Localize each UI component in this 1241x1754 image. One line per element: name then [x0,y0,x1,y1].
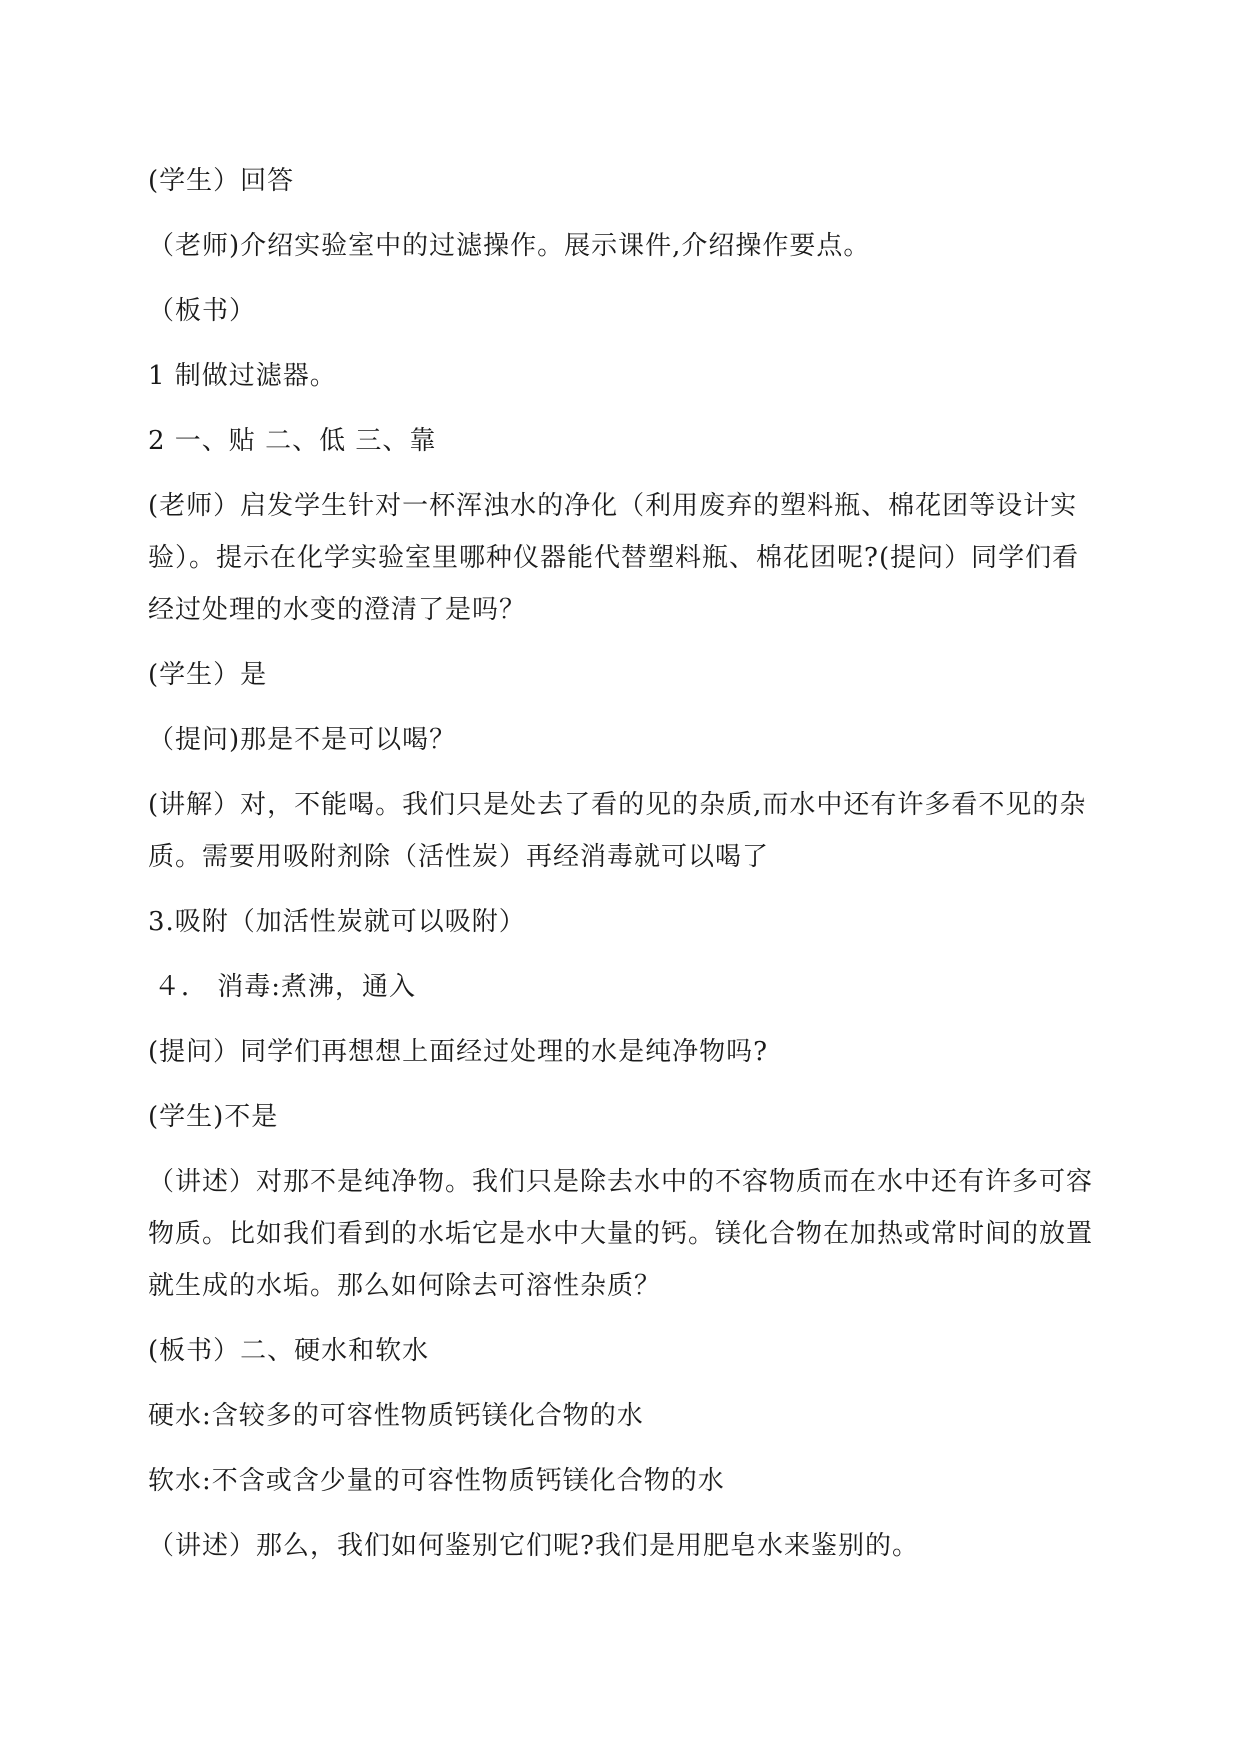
paragraph-narrate-identify: （讲述）那么，我们如何鉴别它们呢?我们是用肥皂水来鉴别的。 [148,1531,919,1561]
document-body [148,155,1093,1585]
paragraph-teacher-filtration: （老师)介绍实验室中的过滤操作。展示课件,介绍操作要点。 [148,231,871,261]
paragraph-student-answer: (学生）回答 [148,166,295,196]
paragraph-step-1: 1 制做过滤器。 [148,361,337,391]
paragraph-explain-impurities: (讲解）对，不能喝。我们只是处去了看的见的杂质,而水中还有许多看不见的杂质。需要用吸附剂除（活性炭）再经消毒就可以喝了 [148,790,1087,872]
paragraph-teacher-inspire: (老师）启发学生针对一杯浑浊水的净化（利用废弃的塑料瓶、棉花团等设计实验）。提示在化学实验室里哪种仪器能代替塑料瓶、棉花团呢?(提问）同学们看经过处理的水变的澄清了是吗？ [148,491,1080,625]
paragraph-narrate-not-pure: （讲述）对那不是纯净物。我们只是除去水中的不容物质而在水中还有许多可容物质。比如我们看到的水垢它是水中大量的钙。镁化合物在加热或常时间的放置就生成的水垢。那么如何除去可溶性杂质？ [148,1167,1094,1301]
paragraph-hard-water-definition: 硬水:含较多的可容性物质钙镁化合物的水 [148,1401,644,1431]
paragraph-step-4-disinfection: ４． 消毒:煮沸，通入 [154,972,417,1002]
paragraph-board-hard-soft: (板书）二、硬水和软水 [148,1336,430,1366]
paragraph-question-drink: （提问)那是不是可以喝？ [148,725,457,755]
paragraph-question-pure: (提问）同学们再想想上面经过处理的水是纯净物吗? [148,1037,769,1067]
paragraph-step-2: 2 一、贴 二、低 三、靠 [148,426,437,456]
paragraph-board-heading: （板书） [148,296,257,326]
paragraph-soft-water-definition: 软水:不含或含少量的可容性物质钙镁化合物的水 [148,1466,725,1496]
paragraph-student-yes: (学生）是 [148,660,268,690]
paragraph-step-3-adsorption: 3.吸附（加活性炭就可以吸附） [148,907,526,937]
paragraph-student-no: (学生)不是 [148,1102,279,1132]
